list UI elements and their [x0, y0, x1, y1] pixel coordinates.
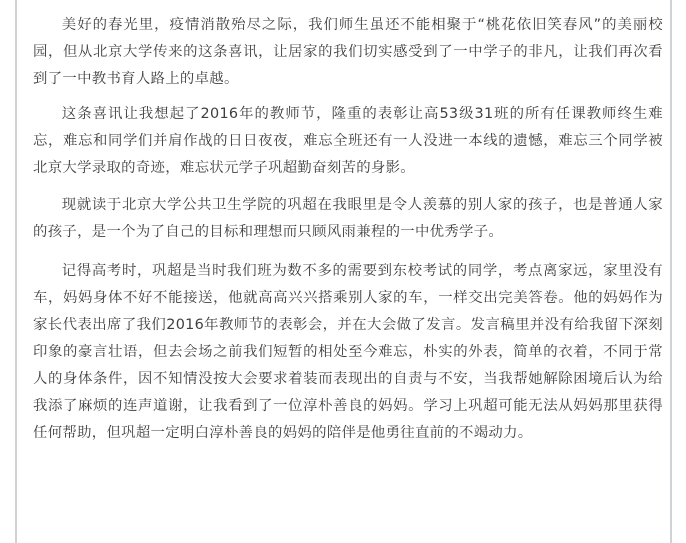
paragraph-student-intro: 现就读于北京大学公共卫生学院的巩超在我眼里是令人羡慕的别人家的孩子，也是普通人家的孩子，是一个为了自己的目标和理想而只顾风雨兼程的一中优秀学子。 — [33, 197, 663, 240]
paragraph-exam-memory: 记得高考时，巩超是当时我们班为数不多的需要到东校考试的同学，考点离家远，家里没有车，妈妈身体不好不能接送，他就高高兴兴搭乘别人家的车，一样交出完美答卷。他的妈妈作为家长代表出席了我们2016年教师节的表彰会，并在大会做了发言。发言稿里并没有给我留下深刻印象的豪言壮语，但去会场之前我们短暂的相处至今难忘，朴实的外表，简单的衣着，不同于常人的身体条件，因不知情没按大会要求着装而表现出的自责与不安，当我帮她解除困境后认为给我添了麻烦的连声道谢，让我看到了一位淳朴善良的妈妈。学习上巩超可能无法从妈妈那里获得任何帮助，但巩超一定明白淳朴善良的妈妈的陪伴是他勇往直前的不竭动力。 — [33, 263, 663, 441]
paragraph-spring-news: 美好的春光里，疫情消散殆尽之际，我们师生虽还不能相聚于“桃花依旧笑春风”的美丽校园，但从北京大学传来的这条喜讯，让居家的我们切实感受到了一中学子的非凡，让我们再次看到了一中教书育人路上的卓越。 — [33, 17, 663, 87]
left-border-line — [15, 0, 17, 543]
article-body — [33, 12, 663, 447]
paragraph-teachers-day: 这条喜讯让我想起了2016年的教师节，隆重的表彰让高53级31班的所有任课教师终生难忘，难忘和同学们并肩作战的日日夜夜，难忘全班还有一人没进一本线的遗憾，难忘三个同学被北京大学录取的奇迹，难忘状元学子巩超勤奋刻苦的身影。 — [33, 106, 663, 176]
right-border-line — [670, 0, 672, 543]
